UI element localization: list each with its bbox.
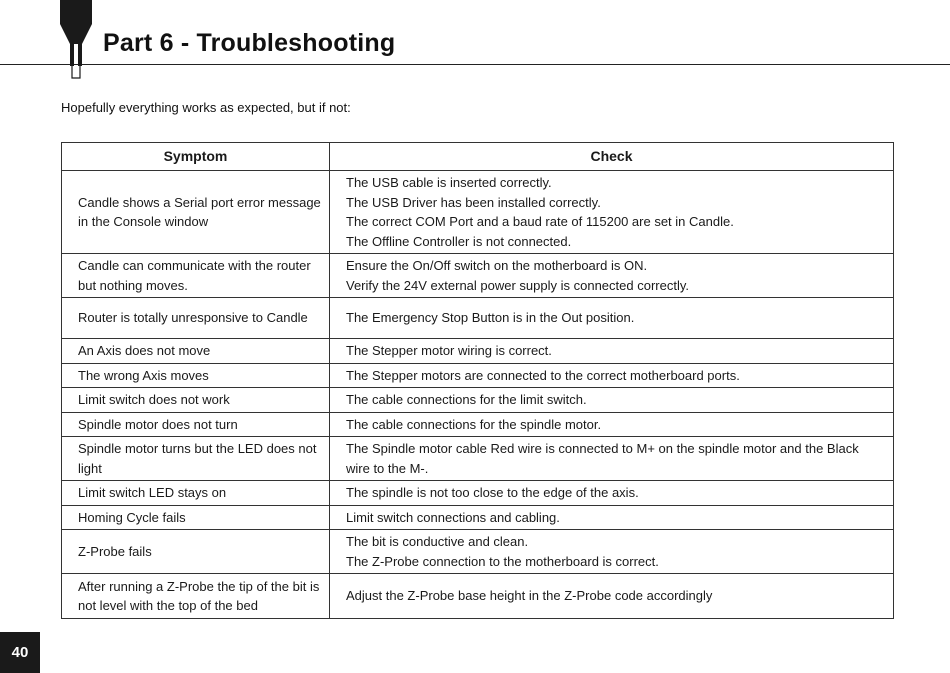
router-bit-icon (56, 0, 96, 82)
table-row (62, 388, 894, 413)
table-row (62, 254, 894, 298)
table-row (62, 574, 894, 619)
table-row (62, 339, 894, 364)
symptom-cell: Limit switch LED stays on (62, 481, 330, 506)
table-header-row (62, 143, 894, 171)
check-item: The bit is conductive and clean. (346, 534, 529, 549)
check-cell (330, 437, 894, 481)
intro-text: Hopefully everything works as expected, but if not: (61, 100, 351, 115)
check-item: The Stepper motors are connected to the correct motherboard ports. (346, 367, 740, 383)
check-cell (330, 505, 894, 530)
symptom-cell: The wrong Axis moves (62, 363, 330, 388)
check-cell (330, 171, 894, 254)
table-body (62, 171, 894, 619)
symptom-cell: Z-Probe fails (62, 530, 330, 574)
check-item: Limit switch connections and cabling. (346, 509, 560, 525)
check-item: Verify the 24V external power supply is connected correctly. (346, 277, 689, 293)
check-item: The Stepper motor wiring is correct. (346, 343, 552, 358)
check-item: The Z-Probe connection to the motherboard is correct. (346, 553, 659, 569)
check-cell (330, 481, 894, 506)
check-item: The USB cable is inserted correctly. (346, 175, 552, 190)
table-row (62, 298, 894, 339)
symptom-cell: Router is totally unresponsive to Candle (62, 298, 330, 339)
check-cell (330, 530, 894, 574)
troubleshooting-table (61, 142, 894, 619)
check-cell (330, 388, 894, 413)
check-header: Check (330, 143, 894, 171)
header-rule (0, 64, 950, 65)
check-item: The cable connections for the limit switch. (346, 392, 587, 407)
check-item: The Offline Controller is not connected. (346, 233, 572, 249)
symptom-cell: Spindle motor turns but the LED does not light (62, 437, 330, 481)
check-cell (330, 298, 894, 339)
symptom-cell: After running a Z-Probe the tip of the bit is not level with the top of the bed (62, 574, 330, 619)
check-cell (330, 363, 894, 388)
symptom-cell: An Axis does not move (62, 339, 330, 364)
table-row (62, 530, 894, 574)
check-cell (330, 574, 894, 619)
table-row (62, 363, 894, 388)
check-item: The Emergency Stop Button is in the Out position. (346, 310, 635, 326)
symptom-cell: Candle can communicate with the router but nothing moves. (62, 254, 330, 298)
table-row (62, 481, 894, 506)
check-cell (330, 412, 894, 437)
check-item: Ensure the On/Off switch on the motherboard is ON. (346, 258, 648, 273)
table-row (62, 437, 894, 481)
symptom-cell: Candle shows a Serial port error message in the Console window (62, 171, 330, 254)
check-item: The cable connections for the spindle motor. (346, 416, 602, 432)
table-row (62, 171, 894, 254)
check-cell (330, 254, 894, 298)
check-cell (330, 339, 894, 364)
table-row (62, 412, 894, 437)
check-item: The Spindle motor cable Red wire is connected to M+ on the spindle motor and the Black wire to the M-. (346, 441, 859, 476)
page-title: Part 6 - Troubleshooting (103, 29, 396, 57)
table-row (62, 505, 894, 530)
symptom-cell: Spindle motor does not turn (62, 412, 330, 437)
check-item: The USB Driver has been installed correctly. (346, 194, 601, 210)
symptom-header: Symptom (62, 143, 330, 171)
symptom-cell: Limit switch does not work (62, 388, 330, 413)
page-number: 40 (0, 632, 40, 673)
check-item: The correct COM Port and a baud rate of 115200 are set in Candle. (346, 214, 734, 229)
check-item: The spindle is not too close to the edge of the axis. (346, 485, 639, 500)
symptom-cell: Homing Cycle fails (62, 505, 330, 530)
check-item: Adjust the Z-Probe base height in the Z-Probe code accordingly (346, 588, 713, 604)
